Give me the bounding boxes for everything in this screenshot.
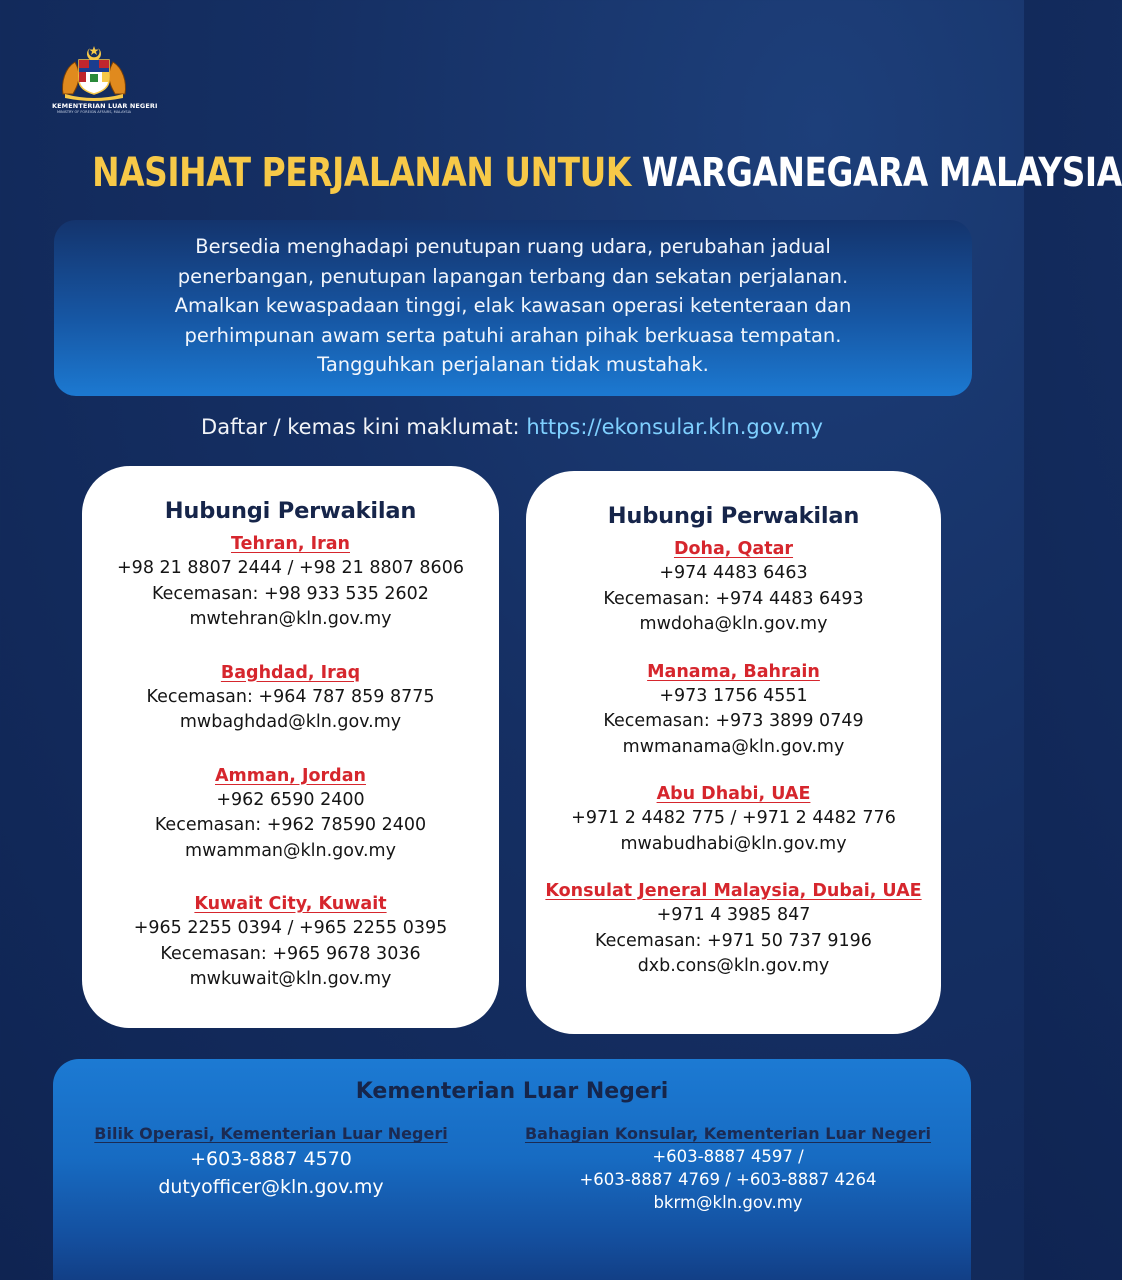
contact-card-right	[526, 471, 941, 1034]
coat-of-arms-icon	[57, 44, 131, 100]
mission-email[interactable]: mwkuwait@kln.gov.my	[189, 969, 392, 989]
mission-phone: +962 6590 2400	[216, 789, 365, 810]
mission-city: Manama, Bahrain	[647, 661, 820, 682]
advisory-box	[54, 220, 972, 396]
advisory-line: perhimpunan awam serta patuhi arahan pihak berkuasa tempatan.	[184, 323, 842, 347]
operations-room-phone: +603-8887 4570	[190, 1148, 352, 1170]
mission-phone: +974 4483 6463	[659, 563, 808, 583]
advisory-line: Tangguhkan perjalanan tidak mustahak.	[317, 353, 709, 376]
mission-entry-amman	[82, 764, 499, 865]
operations-room-email[interactable]: dutyofficer@kln.gov.my	[158, 1176, 384, 1198]
consular-division-email[interactable]: bkrm@kln.gov.my	[653, 1193, 803, 1212]
register-link[interactable]: https://ekonsular.kln.gov.my	[526, 415, 823, 439]
mission-emergency: Kecemasan: +973 3899 0749	[603, 711, 864, 731]
mission-email[interactable]: mwdoha@kln.gov.my	[639, 614, 828, 634]
mission-city: Doha, Qatar	[673, 539, 794, 559]
mission-entry-abu-dhabi	[526, 782, 941, 857]
consular-division-phone: +603-8887 4769 / +603-8887 4264	[579, 1170, 877, 1189]
mission-email[interactable]: dxb.cons@kln.gov.my	[637, 956, 830, 976]
ministry-logo	[52, 44, 158, 114]
ministry-footer	[53, 1059, 971, 1280]
consular-division-title: Bahagian Konsular, Kementerian Luar Negeri	[524, 1124, 932, 1143]
mission-emergency: Kecemasan: +965 9678 3036	[160, 943, 421, 964]
operations-room-title: Bilik Operasi, Kementerian Luar Negeri	[94, 1124, 448, 1143]
mission-emergency: Kecemasan: +974 4483 6493	[603, 588, 864, 609]
consular-division-contact	[493, 1123, 963, 1214]
mission-emergency: Kecemasan: +964 787 859 8775	[146, 686, 435, 707]
mission-city: Amman, Jordan	[215, 765, 366, 786]
mission-email[interactable]: mwbaghdad@kln.gov.my	[179, 712, 402, 732]
mission-entry-doha	[526, 537, 941, 638]
operations-room-contact	[71, 1123, 471, 1201]
mission-entry-baghdad	[82, 661, 499, 736]
mission-phone: +965 2255 0394 / +965 2255 0395	[133, 918, 448, 938]
mission-city: Abu Dhabi, UAE	[656, 784, 811, 804]
ministry-name-english: MINISTRY OF FOREIGN AFFAIRS, MALAYSIA	[56, 110, 132, 114]
mission-email[interactable]: mwmanama@kln.gov.my	[622, 736, 845, 757]
mission-city: Kuwait City, Kuwait	[194, 894, 387, 914]
title-part-2: WARGANEGARA MALAYSIA	[641, 150, 1122, 196]
mission-phone: +973 1756 4551	[659, 685, 808, 706]
advisory-line: Amalkan kewaspadaan tinggi, elak kawasan operasi ketenteraan dan	[174, 294, 852, 317]
mission-email[interactable]: mwabudhabi@kln.gov.my	[620, 833, 847, 854]
mission-emergency: Kecemasan: +971 50 737 9196	[595, 930, 872, 951]
mission-entry-dubai	[526, 879, 941, 980]
register-line	[0, 415, 1024, 439]
mission-entry-tehran	[82, 532, 499, 633]
contact-card-left	[82, 466, 499, 1028]
mission-city: Baghdad, Iraq	[220, 662, 361, 683]
mission-email[interactable]: mwamman@kln.gov.my	[185, 840, 396, 861]
footer-heading: Kementerian Luar Negeri	[355, 1079, 669, 1104]
card-heading: Hubungi Perwakilan	[607, 503, 860, 529]
mission-email[interactable]: mwtehran@kln.gov.my	[189, 609, 392, 629]
page-title	[92, 150, 1122, 196]
ministry-name: KEMENTERIAN LUAR NEGERI	[52, 102, 158, 110]
mission-city: Konsulat Jeneral Malaysia, Dubai, UAE	[545, 881, 922, 901]
mission-city: Tehran, Iran	[231, 534, 350, 554]
card-heading: Hubungi Perwakilan	[164, 498, 417, 524]
consular-division-phone: +603-8887 4597 /	[652, 1147, 804, 1166]
mission-entry-manama	[526, 660, 941, 761]
advisory-line: Bersedia menghadapi penutupan ruang udara, perubahan jadual	[195, 235, 831, 258]
advisory-line: penerbangan, penutupan lapangan terbang dan sekatan perjalanan.	[177, 264, 849, 288]
mission-emergency: Kecemasan: +98 933 535 2602	[152, 583, 429, 604]
mission-phone: +971 2 4482 775 / +971 2 4482 776	[571, 808, 896, 828]
mission-emergency: Kecemasan: +962 78590 2400	[154, 815, 427, 835]
mission-entry-kuwait	[82, 892, 499, 993]
title-part-1: NASIHAT PERJALANAN UNTUK	[92, 150, 631, 196]
mission-phone: +98 21 8807 2444 / +98 21 8807 8606	[117, 558, 464, 578]
mission-phone: +971 4 3985 847	[656, 905, 811, 925]
register-label: Daftar / kemas kini maklumat:	[201, 415, 520, 439]
